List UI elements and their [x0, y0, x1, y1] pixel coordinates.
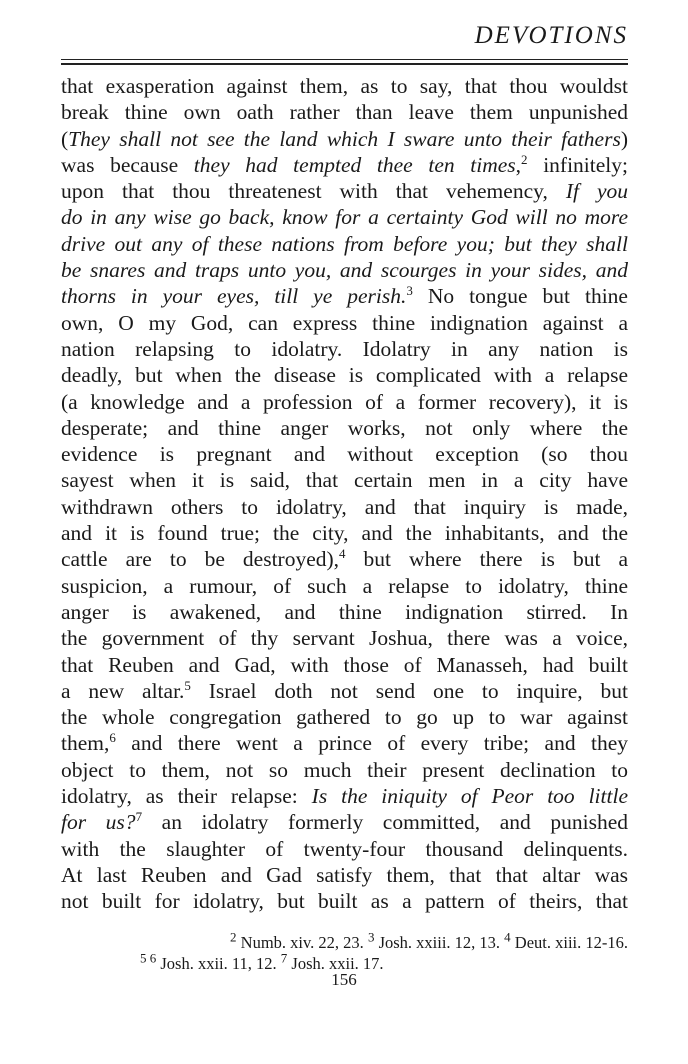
text-line: [61, 152, 628, 178]
text-run: that Reuben and Gad, with those of Manasseh, had built: [61, 652, 628, 677]
italic-text: They shall not see the land which I sware unto their fathers: [68, 126, 621, 151]
text-line: [61, 99, 628, 125]
italic-text: Is the iniquity of Peor too little: [311, 784, 628, 809]
italic-text: they had tempted thee ten times: [193, 152, 516, 177]
text-line: [61, 362, 628, 388]
text-run: Josh. xxiii. 12, 13.: [374, 933, 505, 952]
text-line: [61, 809, 628, 835]
text-run: (a knowledge and a profession of a former recovery), it is: [61, 389, 628, 414]
text-line: [61, 599, 628, 625]
text-line: [61, 520, 628, 546]
text-line: [61, 652, 628, 678]
footnote-marker: 4: [504, 929, 511, 945]
text-line: [61, 730, 628, 756]
footnote-marker: 3: [406, 283, 413, 299]
footnote-marker: 5 6: [140, 950, 157, 966]
text-run: idolatry, as their relapse:: [61, 784, 312, 809]
italic-text: be snares and traps unto you, and scourges in your sides, and: [61, 258, 628, 283]
text-run: sayest when it is said, that certain men in a city have: [61, 468, 628, 493]
text-line: [61, 783, 628, 809]
italic-text: do in any wise go back, know for a certainty God will no more: [61, 205, 628, 230]
text-run: them,: [61, 731, 110, 756]
text-line: [61, 310, 628, 336]
italic-text: drive out any of these nations from before you; but they shall: [61, 231, 628, 256]
text-run: not built for idolatry, but built as a pattern of theirs, that: [61, 889, 628, 914]
text-line: [61, 73, 628, 99]
footnote-marker: 6: [109, 730, 116, 746]
text-run: but where there is but a: [345, 547, 628, 572]
text-run: deadly, but when the disease is complicated with a relapse: [61, 363, 628, 388]
text-line: [61, 546, 628, 572]
text-run: anger is awakened, and thine indignation stirred. In: [61, 599, 628, 624]
text-line: [61, 678, 628, 704]
text-run: cattle are to be destroyed),: [61, 547, 340, 572]
footnote-marker: 2: [521, 151, 528, 167]
text-run: Josh. xxii. 17.: [287, 954, 384, 973]
text-run: (: [61, 126, 69, 151]
text-run: evidence is pregnant and without exception (so thou: [61, 442, 628, 467]
text-run: Deut. xiii. 12-16.: [510, 933, 628, 952]
text-line: [61, 336, 628, 362]
footnote-marker: 5: [184, 677, 191, 693]
italic-text: for us?: [61, 810, 136, 835]
body-text: [61, 73, 628, 915]
footnote-marker: 4: [339, 546, 346, 562]
text-line: [61, 257, 628, 283]
text-line: [61, 467, 628, 493]
text-run: At last Reuben and Gad satisfy them, that that altar was: [61, 862, 628, 887]
text-line: [61, 283, 628, 309]
text-line: [61, 389, 628, 415]
text-run: nation relapsing to idolatry. Idolatry in any nation is: [61, 336, 628, 361]
text-run: and it is found true; the city, and the inhabitants, and the: [61, 521, 628, 546]
text-line: [61, 126, 628, 152]
text-run: Numb. xiv. 22, 23.: [236, 933, 368, 952]
header-rule-thick: [61, 63, 628, 65]
italic-text: If you: [565, 179, 628, 204]
text-run: ): [620, 126, 628, 151]
text-run: object to them, not so much their present declination to: [61, 757, 628, 782]
text-line: [61, 441, 628, 467]
text-run: desperate; and thine anger works, not only where the: [61, 415, 628, 440]
text-run: Josh. xxii. 11, 12.: [156, 954, 281, 973]
text-run: with the slaughter of twenty-four thousand delinquents.: [61, 836, 628, 861]
running-head: DEVOTIONS: [474, 22, 628, 49]
text-line: [61, 573, 628, 599]
text-line: [61, 704, 628, 730]
page-number: 156: [331, 970, 357, 989]
text-run: No tongue but thine: [412, 284, 628, 309]
text-line: [61, 862, 628, 888]
text-run: a new altar.: [61, 678, 185, 703]
text-run: withdrawn others to idolatry, and that inquiry is made,: [61, 494, 628, 519]
text-run: that exasperation against them, as to say, that thou wouldst: [61, 74, 628, 98]
text-run: an idolatry formerly committed, and punished: [142, 810, 628, 835]
text-line: [61, 625, 628, 651]
text-run: and there went a prince of every tribe; and they: [115, 731, 628, 756]
text-line: [61, 888, 628, 914]
text-run: infinitely;: [527, 152, 628, 177]
footnote-marker: 7: [280, 950, 288, 966]
text-run: own, O my God, can express thine indignation against a: [61, 310, 628, 335]
text-run: the whole congregation gathered to go up to war against: [61, 705, 628, 730]
italic-text: thorns in your eyes, till ye perish.: [61, 284, 407, 309]
text-run: break thine own oath rather than leave them unpunished: [61, 100, 628, 125]
footnote-marker: 7: [135, 809, 143, 825]
footnote-marker: 3: [367, 929, 375, 945]
text-line: [61, 757, 628, 783]
text-run: suspicion, a rumour, of such a relapse to idolatry, thine: [61, 573, 628, 598]
text-run: the government of thy servant Joshua, there was a voice,: [61, 626, 628, 651]
text-line: [61, 415, 628, 441]
text-line: [61, 178, 628, 204]
header-rule-thin: [61, 59, 628, 60]
text-run: ,: [515, 152, 522, 177]
text-run: upon that thou threatenest with that vehemency,: [61, 179, 566, 204]
footnote-marker: 2: [230, 929, 237, 945]
text-run: Israel doth not send one to inquire, but: [190, 678, 628, 703]
text-run: was because: [61, 152, 194, 177]
text-line: [61, 494, 628, 520]
text-line: [61, 204, 628, 230]
text-line: [61, 836, 628, 862]
text-line: [61, 231, 628, 257]
